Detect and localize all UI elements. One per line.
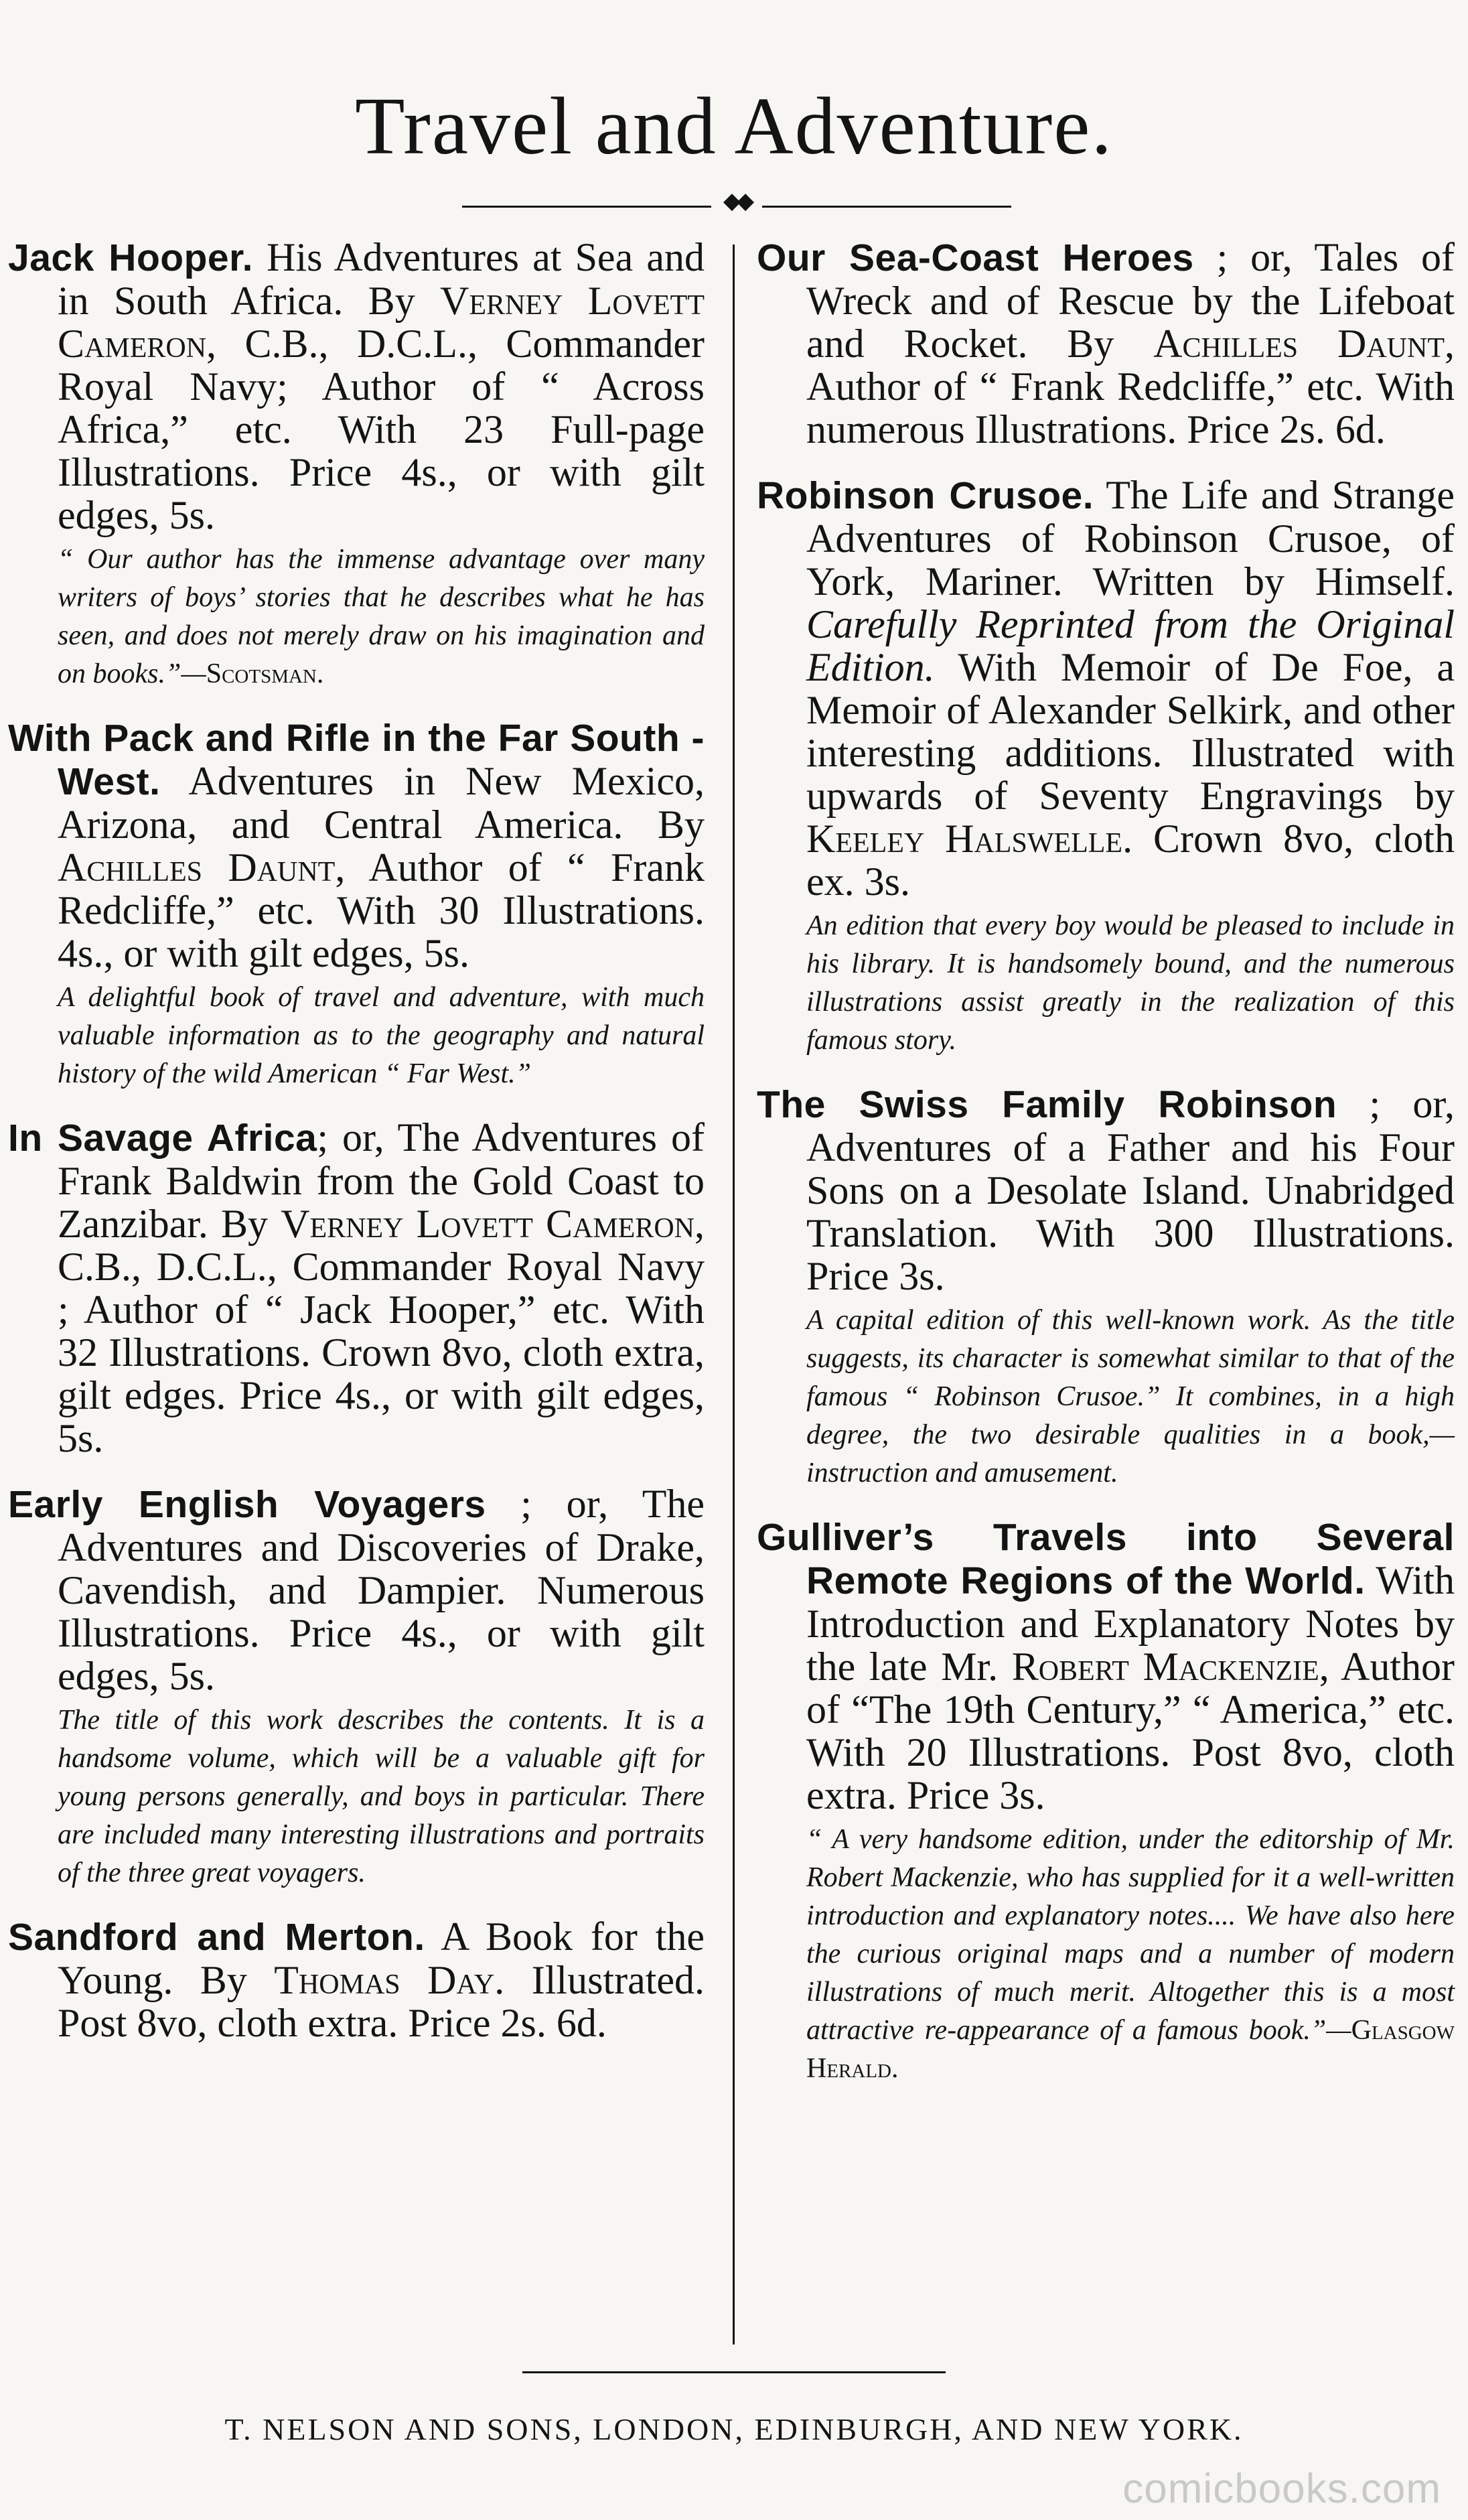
- review-source: Glasgow Herald.: [806, 2015, 1455, 2084]
- author-name: Achilles Daunt: [1153, 322, 1445, 366]
- footer-rule: [522, 2371, 946, 2373]
- diamond-ornament-icon: ◆◆: [723, 189, 751, 214]
- entry-description: [757, 1515, 1455, 1817]
- author-name: Achilles Daunt: [58, 845, 336, 890]
- author-name: Thomas Day: [274, 1958, 495, 2002]
- description-text: . Illustrated. Post 8vo, cloth extra. Price 2s. 6d.: [58, 1958, 705, 2045]
- description-text: A Book for the Young. By: [58, 1914, 705, 2002]
- description-text: The Life and Strange Adventures of Robinson Crusoe, of York, Mariner. Written by Himself.: [806, 473, 1455, 604]
- entry-description: [757, 1082, 1455, 1298]
- book-title: With Pack and Rifle in the Far South - West.: [8, 717, 705, 803]
- review-text: “ Our author has the immense advantage over many writers of boys’ stories that he describes what he has seen, and does not merely draw on his imagination and on books.”: [58, 544, 705, 689]
- entry-description: [8, 1482, 705, 1697]
- book-title: Sandford and Merton.: [8, 1916, 425, 1959]
- author-name: Keeley Halswelle: [806, 817, 1123, 861]
- author-name: Verney Lovett Cameron: [281, 1202, 694, 1246]
- book-title: Robinson Crusoe.: [757, 474, 1094, 517]
- book-title: Jack Hooper.: [8, 236, 253, 279]
- description-text: , Author of “The 19th Century,” “ America,” etc. With 20 Illustrations. Post 8vo, cloth extra. Price 3s.: [806, 1644, 1455, 1817]
- book-entry-sandford-and-merton: [8, 1915, 705, 2044]
- description-text: Adventures in New Mexico, Arizona, and Central America. By: [58, 759, 705, 847]
- book-entry-jack-hooper: [8, 236, 705, 693]
- description-text: , C.B., D.C.L., Commander Royal Navy; Author of “ Across Africa,” etc. With 23 Full-page Illustrations. Price 4s., or with gilt edges, 5s.: [58, 322, 705, 537]
- review-quote: “ A very handsome edition, under the editorship of Mr. Robert Mackenzie, who has supplied for it a well-written introduction and explanatory notes.... We have also here the curious original maps and a number of modern illustrations of much merit. Altogether this is a most attractive re-appearance of a famous book.”—Glasgow Herald.: [806, 1824, 1455, 2084]
- review-text: “ A very handsome edition, under the editorship of Mr. Robert Mackenzie, who has supplied for it a well-written introduction and explanatory notes.... We have also here the curious original maps and a number of modern illustrations of much merit. Altogether this is a most attractive re-appearance of a famous book.”: [806, 1824, 1455, 2046]
- book-entry-pack-and-rifle: [8, 716, 705, 1093]
- review-quote: A delightful book of travel and adventure, with much valuable information as to the geography and natural history of the wild American “ Far West.”: [58, 982, 705, 1089]
- author-name: Verney Lovett Cameron: [58, 279, 705, 366]
- description-text: ; or, Adventures of a Father and his Four Sons on a Desolate Island. Unabridged Translation. With 300 Illustrations. Price 3s.: [806, 1082, 1455, 1298]
- review-source: Scotsman.: [206, 658, 324, 689]
- edition-note: Carefully Reprinted from the Original Edition.: [806, 602, 1455, 689]
- book-title: Gulliver’s Travels into Several Remote Regions of the World.: [757, 1516, 1455, 1602]
- ornament-rule-left: [462, 206, 711, 208]
- description-text: His Adventures at Sea and in South Africa. By: [58, 235, 705, 323]
- entry-description: [8, 1915, 705, 2044]
- description-text: . Crown 8vo, cloth ex. 3s.: [806, 817, 1455, 904]
- description-text: With Introduction and Explanatory Notes by the late Mr.: [806, 1558, 1455, 1689]
- author-name: Robert Mackenzie: [1011, 1644, 1319, 1689]
- book-entry-savage-africa: [8, 1116, 705, 1460]
- book-entry-sea-coast-heroes: [757, 236, 1455, 451]
- book-title: Our Sea-Coast Heroes: [757, 236, 1194, 279]
- review-quote: A capital edition of this well-known work. As the title suggests, its character is somewhat similar to that of the famous “ Robinson Crusoe.” It combines, in a high degree, the two desirable qualities in a book,—instruction and amusement.: [806, 1305, 1455, 1488]
- description-text: , Author of “ Frank Redcliffe,” etc. With numerous Illustrations. Price 2s. 6d.: [806, 322, 1455, 451]
- book-title: In Savage Africa: [8, 1117, 317, 1160]
- title-ornament: [462, 189, 1011, 214]
- entry-description: [8, 1116, 705, 1460]
- description-text: ; or, Tales of Wreck and of Rescue by the Lifeboat and Rocket. By: [806, 235, 1455, 366]
- review-quote: The title of this work describes the contents. It is a handsome volume, which will be a valuable gift for young persons generally, and boys in particular. There are included many interesting illustrations and portraits of the three great voyagers.: [58, 1705, 705, 1888]
- review-quote: An edition that every boy would be pleased to include in his library. It is handsomely bound, and the numerous illustrations assist greatly in the realization of this famous story.: [806, 910, 1455, 1056]
- review-quote: “ Our author has the immense advantage over many writers of boys’ stories that he describes what he has seen, and does not merely draw on his imagination and on books.”—Scotsman.: [58, 544, 705, 689]
- book-entry-gullivers-travels: [757, 1515, 1455, 2088]
- book-entry-early-english-voyagers: [8, 1482, 705, 1892]
- left-column: [8, 236, 705, 2067]
- description-text: , Author of “ Frank Redcliffe,” etc. With 30 Illustrations. 4s., or with gilt edges, 5s.: [58, 845, 705, 975]
- description-text: ; or, The Adventures and Discoveries of Drake, Cavendish, and Dampier. Numerous Illustrations. Price 4s., or with gilt edges, 5s.: [58, 1482, 705, 1698]
- ornament-rule-right: [762, 206, 1011, 208]
- column-divider: [733, 244, 735, 2344]
- page-title: Travel and Adventure.: [355, 81, 1113, 171]
- description-text: , C.B., D.C.L., Commander Royal Navy ; Author of “ Jack Hooper,” etc. With 32 Illustrations. Crown 8vo, cloth extra, gilt edges. Price 4s., or with gilt edges, 5s.: [58, 1202, 705, 1460]
- book-title: Early English Voyagers: [8, 1483, 486, 1526]
- description-text: ; or, The Adventures of Frank Baldwin from the Gold Coast to Zanzibar. By: [58, 1115, 705, 1246]
- entry-description: [757, 236, 1455, 451]
- entry-description: [8, 716, 705, 975]
- book-entry-swiss-family-robinson: [757, 1082, 1455, 1492]
- book-entry-robinson-crusoe: [757, 474, 1455, 1060]
- entry-description: [8, 236, 705, 537]
- publisher-footer: T. NELSON AND SONS, LONDON, EDINBURGH, AND NEW YORK.: [224, 2412, 1244, 2446]
- right-column: [757, 236, 1455, 2111]
- watermark: comicbooks.com: [1122, 2466, 1441, 2512]
- entry-description: [757, 474, 1455, 903]
- book-title: The Swiss Family Robinson: [757, 1083, 1337, 1126]
- description-text: With Memoir of De Foe, a Memoir of Alexander Selkirk, and other interesting additions. Illustrated with upwards of Seventy Engravings by: [806, 645, 1455, 818]
